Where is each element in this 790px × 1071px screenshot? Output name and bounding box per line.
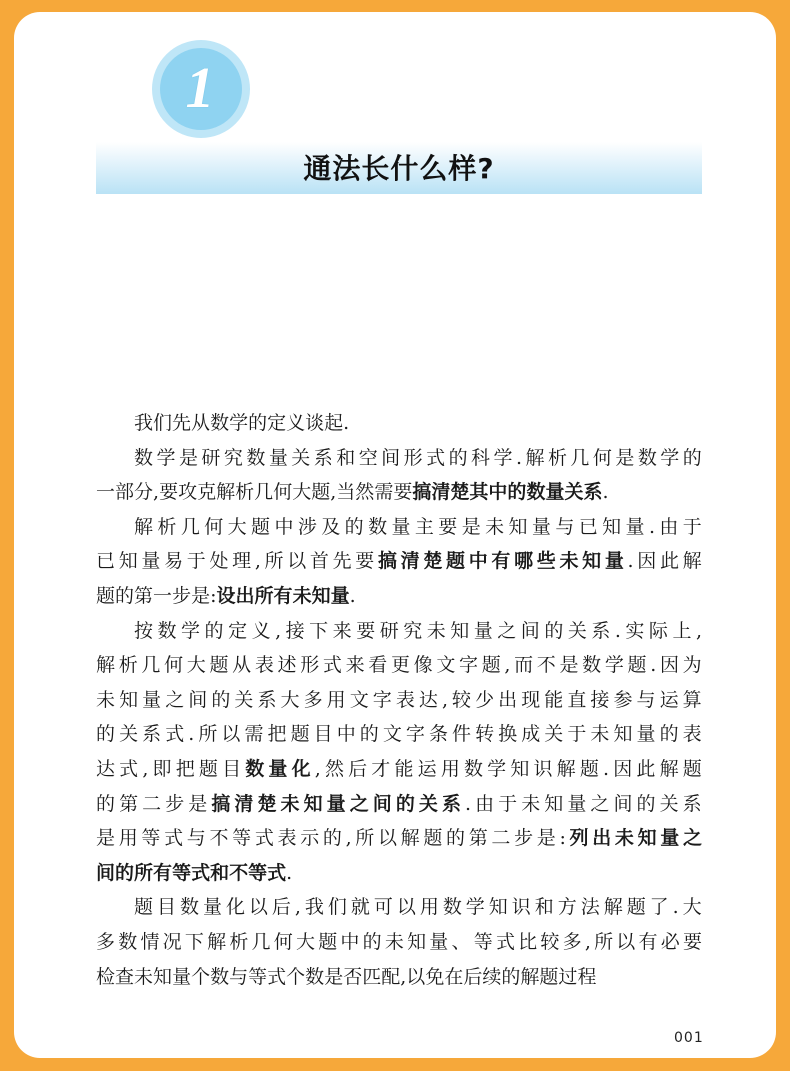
text-line: 的 关 系 式 . 所 以 需 把 题 目 中 的 文 字 条 件 转 换 成 关 于 未 知 量 的 表: [96, 723, 702, 746]
text-line: 多 数 情 况 下 解 析 几 何 大 题 中 的 未 知 量 、 等 式 比 较 多 , 所 以 有 必 要: [96, 930, 702, 953]
text-line: 解 析 几 何 大 题 从 表 述 形 式 来 看 更 像 文 字 题 , 而 不 是 数 学 题 . 因 为: [96, 654, 702, 677]
text-line: 我 们 先 从 数 学 的 定 义 谈 起 .: [134, 412, 350, 434]
page-number: 001: [674, 1030, 704, 1046]
text-line: 未 知 量 之 间 的 关 系 大 多 用 文 字 表 达 , 较 少 出 现 能 直 接 参 与 运 算: [96, 688, 702, 711]
text-line: 的 第 二 步 是 搞 清 楚 未 知 量 之 间 的 关 系 . 由 于 未 知 量 之 间 的 关 系: [96, 792, 702, 815]
text-line: 间 的 所 有 等 式 和 不 等 式 .: [96, 861, 293, 884]
chapter-badge: [152, 40, 250, 138]
text-line: 数 学 是 研 究 数 量 关 系 和 空 间 形 式 的 科 学 . 解 析 几 何 是 数 学 的: [134, 446, 702, 469]
text-line: 已 知 量 易 于 处 理 , 所 以 首 先 要 搞 清 楚 题 中 有 哪 些 未 知 量 . 因 此 解: [96, 550, 702, 573]
text-line: 题 目 数 量 化 以 后 , 我 们 就 可 以 用 数 学 知 识 和 方 法 解 题 了 . 大: [134, 896, 702, 919]
text-line: 解 析 几 何 大 题 中 涉 及 的 数 量 主 要 是 未 知 量 与 已 知 量 . 由 于: [134, 515, 702, 538]
text-line: 按 数 学 的 定 义 , 接 下 来 要 研 究 未 知 量 之 间 的 关 系 . 实 际 上 ,: [134, 619, 702, 642]
text-line: 一 部 分 , 要 攻 克 解 析 几 何 大 题 , 当 然 需 要 搞 清 楚 其 中 的 数 量 关 系 .: [96, 481, 609, 504]
text-line: 是 用 等 式 与 不 等 式 表 示 的 , 所 以 解 题 的 第 二 步 是 : 列 出 未 知 量 之: [96, 827, 702, 850]
text-line: 检 查 未 知 量 个 数 与 等 式 个 数 是 否 匹 配 , 以 免 在 后 续 的 解 题 过 程: [96, 965, 597, 988]
chapter-number: 1: [185, 54, 215, 120]
title-banner: [96, 142, 702, 194]
text-line: 达 式 , 即 把 题 目 数 量 化 , 然 后 才 能 运 用 数 学 知 识 解 题 . 因 此 解 题: [96, 757, 702, 780]
book-page: [14, 12, 776, 1058]
body-text: [96, 406, 702, 994]
page-title: 通法长什么样?: [303, 152, 495, 185]
text-line: 题 的 第 一 步 是 : 设 出 所 有 未 知 量 .: [96, 584, 356, 607]
chapter-badge-circle: [160, 48, 242, 130]
